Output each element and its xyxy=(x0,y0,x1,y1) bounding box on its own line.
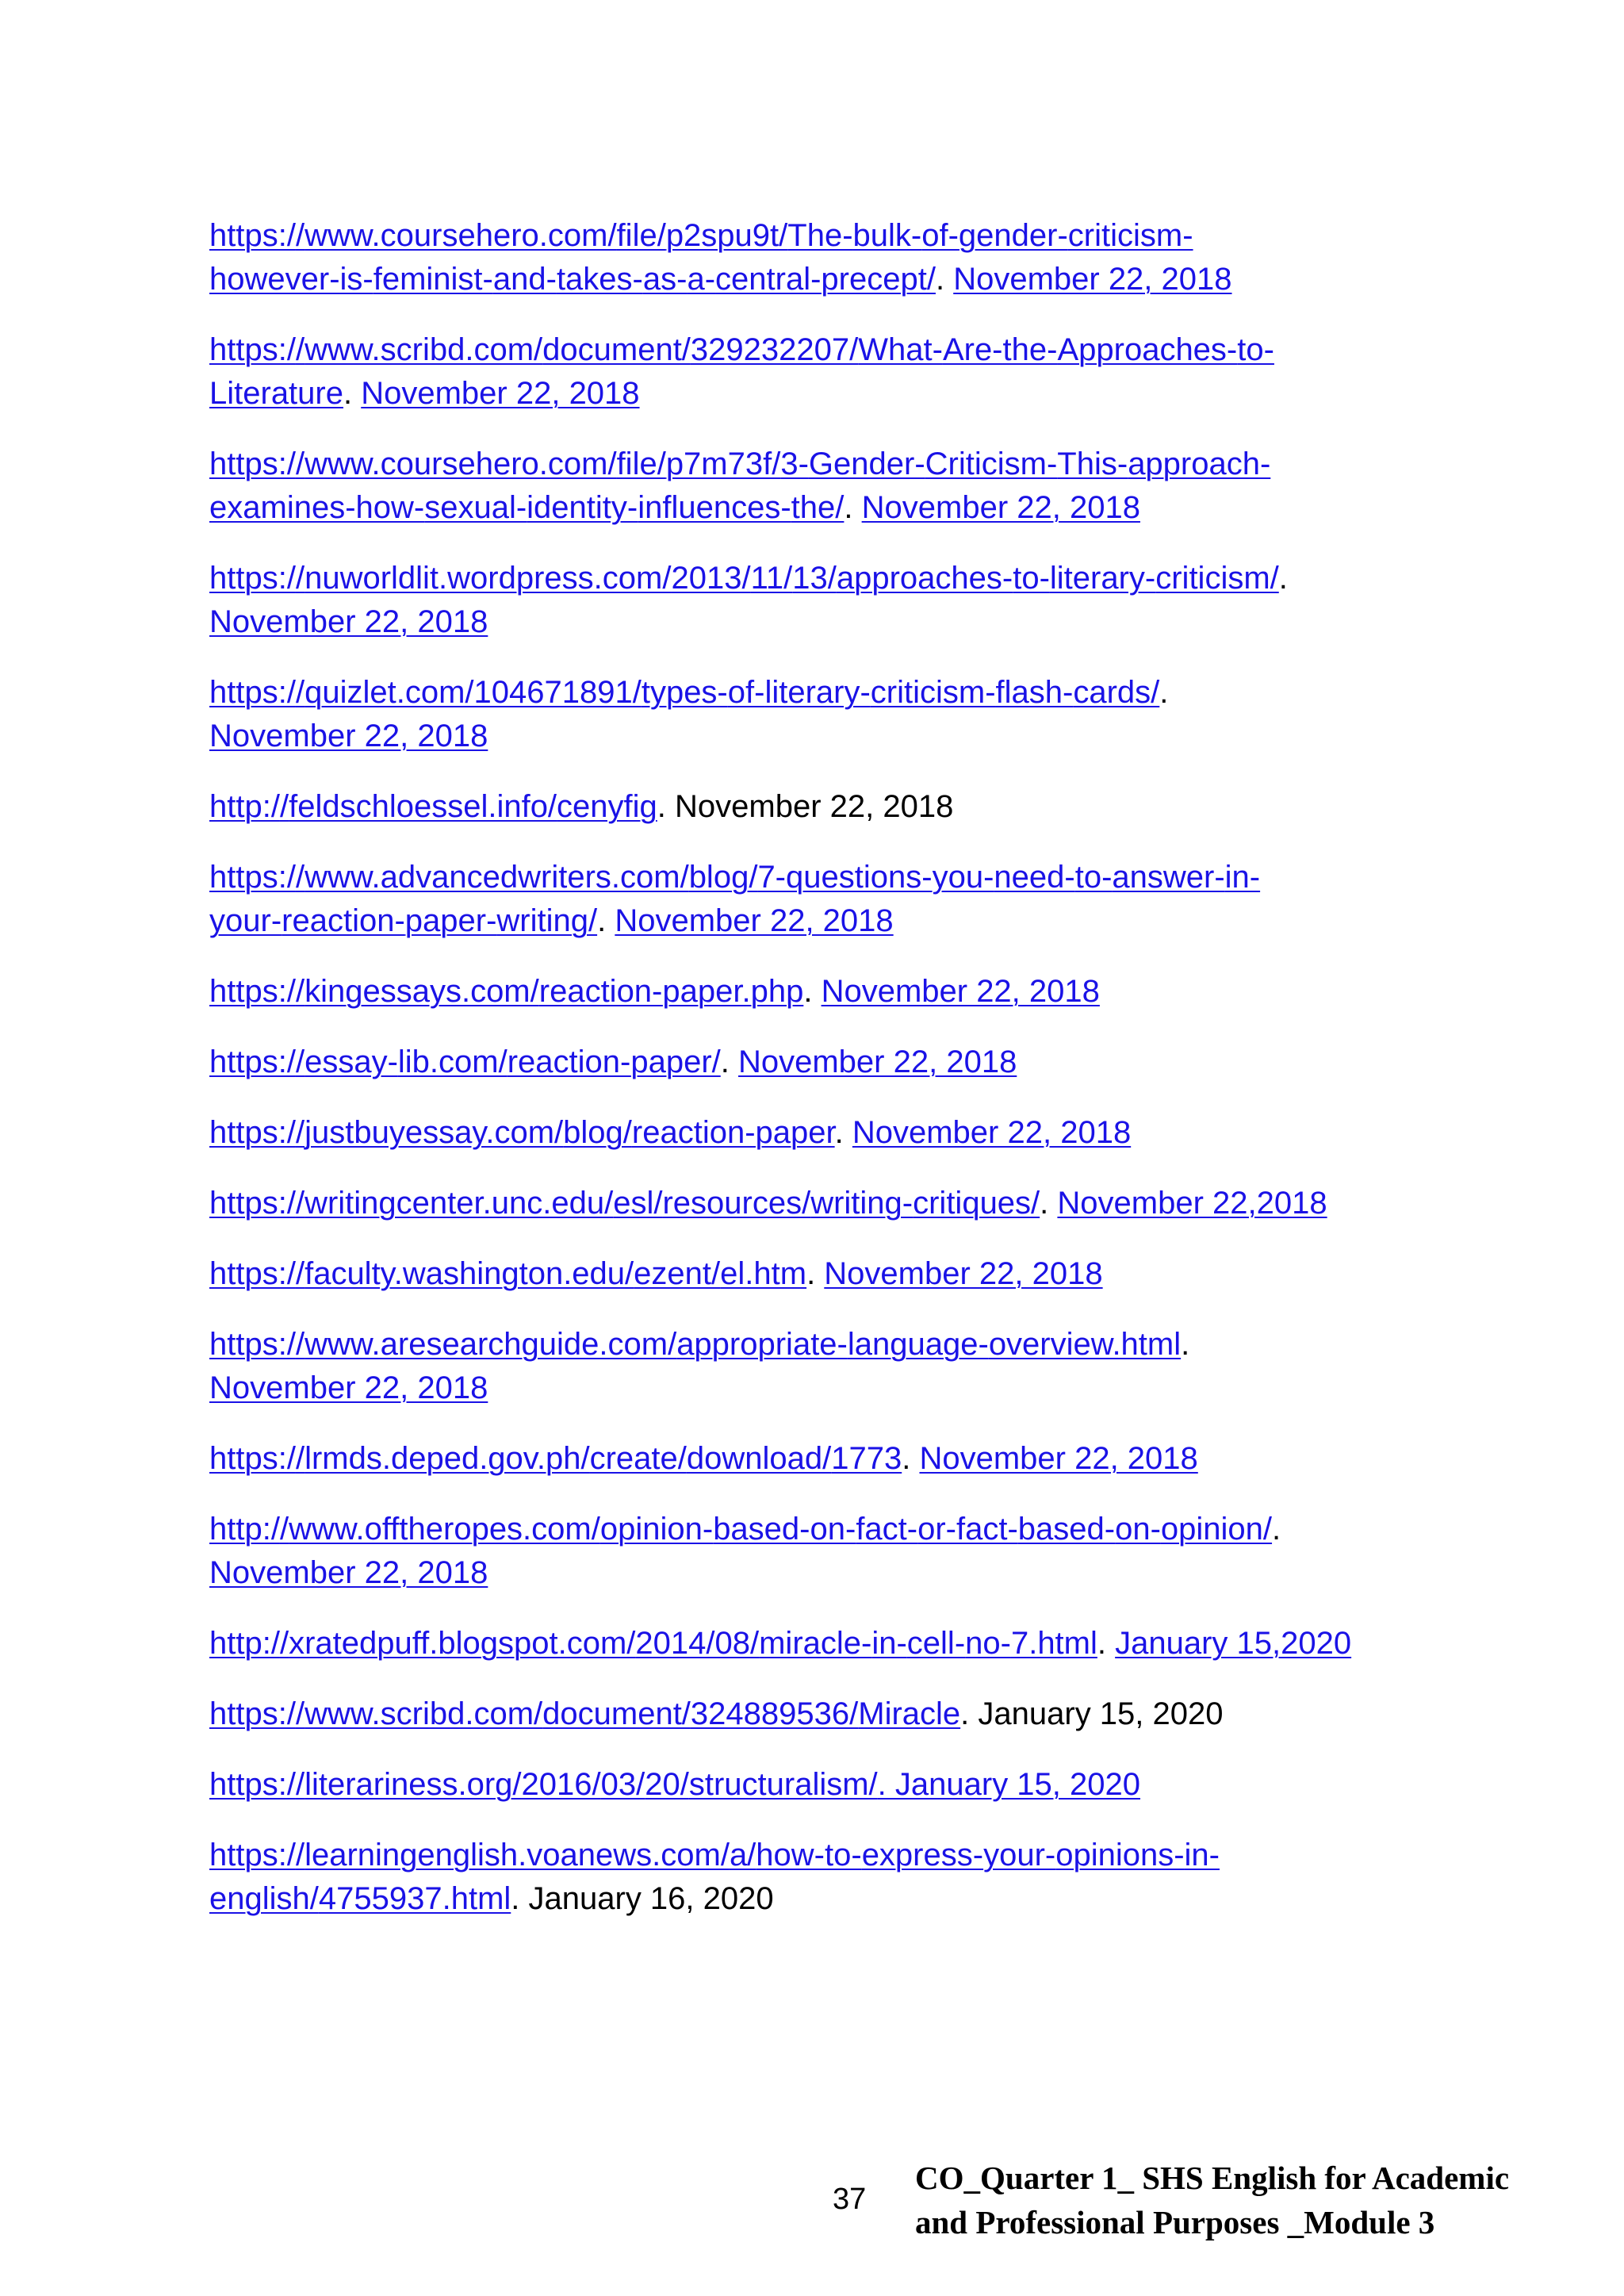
reference-separator: . xyxy=(511,1881,529,1916)
reference-link[interactable]: https://lrmds.deped.gov.ph/create/download/1773 xyxy=(209,1441,902,1476)
reference-item xyxy=(209,1252,1367,1296)
reference-link[interactable]: https://writingcenter.unc.edu/esl/resources/writing-critiques/ xyxy=(209,1186,1040,1221)
reference-date[interactable]: November 22, 2018 xyxy=(919,1441,1198,1476)
reference-link[interactable]: https://justbuyessay.com/blog/reaction-paper xyxy=(209,1115,835,1150)
reference-date: January 16, 2020 xyxy=(528,1881,774,1916)
reference-separator: . xyxy=(597,903,615,938)
reference-date[interactable]: November 22, 2018 xyxy=(953,262,1232,297)
reference-link[interactable]: https://faculty.washington.edu/ezent/el.htm xyxy=(209,1256,807,1291)
reference-date[interactable]: November 22, 2018 xyxy=(821,974,1100,1009)
reference-item xyxy=(209,443,1335,530)
reference-link[interactable]: https://kingessays.com/reaction-paper.php xyxy=(209,974,804,1009)
reference-item xyxy=(209,1692,1367,1736)
reference-link[interactable]: https://quizlet.com/104671891/types-of-literary-criticism-flash-cards/ xyxy=(209,675,1160,710)
reference-item xyxy=(209,1622,1446,1665)
reference-separator: . xyxy=(834,1115,852,1150)
reference-item xyxy=(209,1834,1320,1921)
reference-item xyxy=(209,557,1367,644)
reference-separator: . xyxy=(720,1045,738,1079)
reference-link[interactable]: http://www.offtheropes.com/opinion-based-on-fact-or-fact-based-on-opinion/ xyxy=(209,1512,1273,1547)
reference-separator: . xyxy=(803,974,822,1009)
reference-separator: . xyxy=(935,262,954,297)
page-number: 37 xyxy=(833,2183,867,2216)
reference-date[interactable]: January 15,2020 xyxy=(1115,1626,1352,1661)
reference-date[interactable]: November 22, 2018 xyxy=(824,1256,1103,1291)
reference-item xyxy=(209,1111,1367,1155)
reference-date: January 15, 2020 xyxy=(978,1696,1224,1731)
reference-date[interactable]: November 22, 2018 xyxy=(852,1115,1132,1150)
reference-separator: . xyxy=(806,1256,825,1291)
reference-link[interactable]: https://www.aresearchguide.com/appropriate-language-overview.html xyxy=(209,1327,1182,1362)
reference-item xyxy=(209,1182,1446,1225)
reference-separator: . xyxy=(844,490,862,525)
reference-separator: . xyxy=(657,789,676,824)
reference-link[interactable]: https://literariness.org/2016/03/20/structuralism/. January 15, 2020 xyxy=(209,1767,1141,1802)
reference-link[interactable]: https://www.coursehero.com/file/p7m73f/3-Gender-Criticism-This-approach-examines-how-sexual-identity-influences-the/ xyxy=(209,447,1271,525)
reference-link[interactable]: https://essay-lib.com/reaction-paper/ xyxy=(209,1045,721,1079)
reference-item xyxy=(209,1508,1343,1595)
reference-link[interactable]: https://www.scribd.com/document/329232207/What-Are-the-Approaches-to-Literature xyxy=(209,332,1274,411)
reference-date[interactable]: November 22, 2018 xyxy=(737,1045,1017,1079)
reference-date[interactable]: November 22, 2018 xyxy=(209,604,488,639)
footer-title-line-2: and Professional Purposes _Module 3 xyxy=(915,2204,1435,2240)
reference-separator: . xyxy=(1040,1186,1058,1221)
reference-link[interactable]: http://feldschloessel.info/cenyfig xyxy=(209,789,657,824)
reference-date[interactable]: November 22, 2018 xyxy=(615,903,894,938)
reference-link[interactable]: https://www.scribd.com/document/324889536/Miracle xyxy=(209,1696,961,1731)
reference-item xyxy=(209,214,1296,301)
reference-item xyxy=(209,970,1367,1014)
reference-item xyxy=(209,1437,1367,1481)
reference-link[interactable]: http://xratedpuff.blogspot.com/2014/08/miracle-in-cell-no-7.html xyxy=(209,1626,1097,1661)
reference-item xyxy=(209,328,1335,416)
reference-separator: . xyxy=(960,1696,979,1731)
reference-separator: . xyxy=(902,1441,920,1476)
reference-date[interactable]: November 22, 2018 xyxy=(209,1555,488,1590)
reference-date[interactable]: November 22,2018 xyxy=(1057,1186,1327,1221)
reference-item xyxy=(209,1041,1367,1084)
reference-date[interactable]: November 22, 2018 xyxy=(209,719,488,753)
reference-date[interactable]: November 22, 2018 xyxy=(861,490,1140,525)
footer-module-title xyxy=(915,2156,1565,2244)
reference-list xyxy=(209,214,1446,1948)
reference-date[interactable]: November 22, 2018 xyxy=(209,1370,488,1405)
footer-title-line-1: CO_Quarter 1_ SHS English for Academic xyxy=(915,2160,1510,2196)
reference-separator: . xyxy=(1159,675,1169,710)
reference-date[interactable]: November 22, 2018 xyxy=(361,376,640,411)
reference-separator: . xyxy=(343,376,362,411)
reference-item xyxy=(209,671,1320,758)
reference-separator: . xyxy=(1097,1626,1116,1661)
reference-item xyxy=(209,1763,1367,1807)
reference-item xyxy=(209,785,1367,829)
reference-link[interactable]: https://learningenglish.voanews.com/a/how-to-express-your-opinions-in-english/4755937.html xyxy=(209,1838,1220,1916)
reference-separator: . xyxy=(1181,1327,1190,1362)
reference-link[interactable]: https://www.advancedwriters.com/blog/7-questions-you-need-to-answer-in-your-reaction-paper-writing/ xyxy=(209,860,1261,938)
reference-item xyxy=(209,856,1327,943)
reference-link[interactable]: https://nuworldlit.wordpress.com/2013/11/13/approaches-to-literary-criticism/ xyxy=(209,561,1279,596)
reference-date: November 22, 2018 xyxy=(675,789,954,824)
reference-item xyxy=(209,1323,1335,1410)
reference-separator: . xyxy=(1272,1512,1281,1547)
reference-separator: . xyxy=(1278,561,1288,596)
reference-link[interactable]: https://www.coursehero.com/file/p2spu9t/The-bulk-of-gender-criticism-however-is-feminist-and-takes-as-a-central-precept/ xyxy=(209,218,1193,297)
